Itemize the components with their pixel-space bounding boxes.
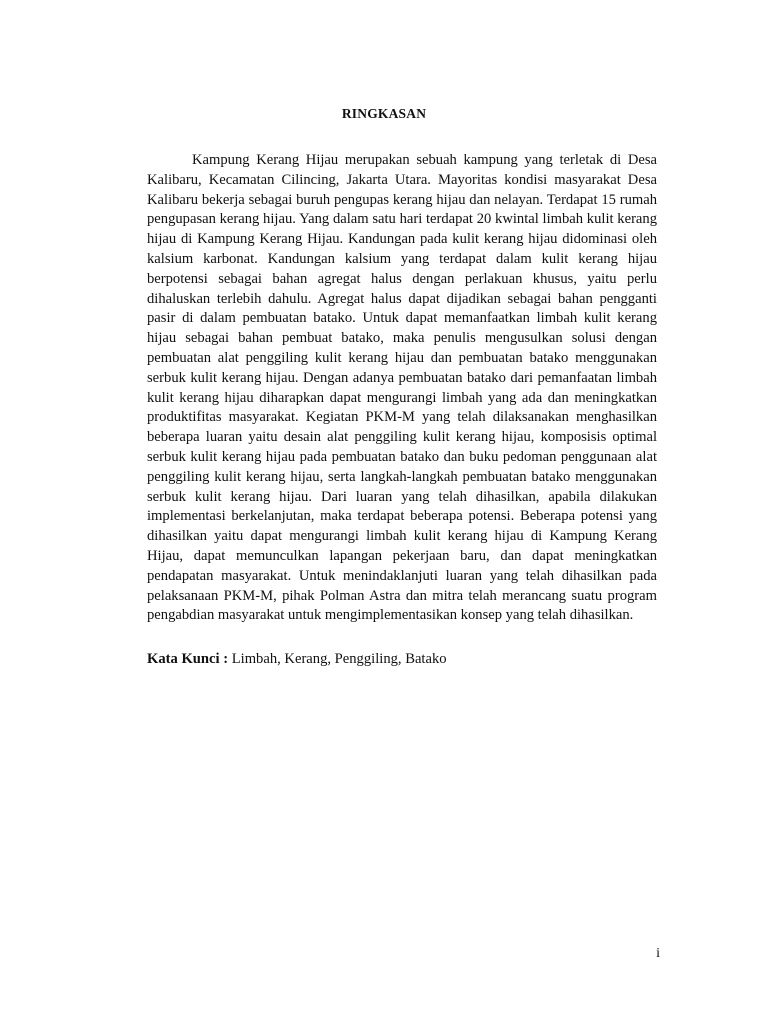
- document-title: RINGKASAN: [341, 106, 427, 121]
- abstract-paragraph: Kampung Kerang Hijau merupakan sebuah kampung yang terletak di Desa Kalibaru, Kecamatan Cilincing, Jakarta Utara. Mayoritas kondisi masyarakat Desa Kalibaru bekerja sebagai buruh pengupas kerang hijau dan nelayan. Terdapat 15 rumah pengupasan kerang hijau. Yang dalam satu hari terdapat 20 kwintal limbah kulit kerang hijau di Kampung Kerang Hijau. Kandungan pada kulit kerang hijau didominasi oleh kalsium karbonat. Kandungan kalsium yang terdapat dalam kulit kerang hijau berpotensi sebagai bahan agregat halus dengan perlakuan khusus, yaitu perlu dihaluskan terlebih dahulu. Agregat halus dapat dijadikan sebagai bahan pengganti pasir di dalam pembuatan batako. Untuk dapat memanfaatkan limbah kulit kerang hijau sebagai bahan pembuat batako, maka penulis mengusulkan solusi dengan pembuatan alat penggiling kulit kerang hijau dan pembuatan batako menggunakan serbuk kulit kerang hijau. Dengan adanya pembuatan batako dari pemanfaatan limbah kulit kerang hijau diharapkan dapat mengurangi limbah yang ada dan meningkatkan produktifitas masyarakat. Kegiatan PKM-M yang telah dilaksanakan menghasilkan beberapa luaran yaitu desain alat penggiling kulit kerang hijau, komposisis optimal serbuk kulit kerang hijau pada pembuatan batako dan buku pedoman penggunaan alat penggiling kulit kerang hijau, serta langkah-langkah pembuatan batako menggunakan serbuk kulit kerang hijau. Dari luaran yang telah dihasilkan, apabila dilakukan implementasi berkelanjutan, maka terdapat beberapa potensi. Beberapa potensi yang dihasilkan yaitu dapat mengurangi limbah kulit kerang hijau di Kampung Kerang Hijau, dapat memunculkan lapangan pekerjaan baru, dan dapat meningkatkan pendapatan masyarakat. Untuk menindaklanjuti luaran yang telah dihasilkan pada pelaksanaan PKM-M, pihak Polman Astra dan mitra telah merancang suatu program pengabdian masyarakat untuk mengimplementasikan konsep yang telah dihasilkan.: [147, 152, 657, 624]
- keywords-label: Kata Kunci :: [147, 651, 229, 667]
- keywords-line: [147, 649, 657, 669]
- page-number: i: [656, 946, 660, 961]
- keywords-values: Limbah, Kerang, Penggiling, Batako: [231, 651, 447, 667]
